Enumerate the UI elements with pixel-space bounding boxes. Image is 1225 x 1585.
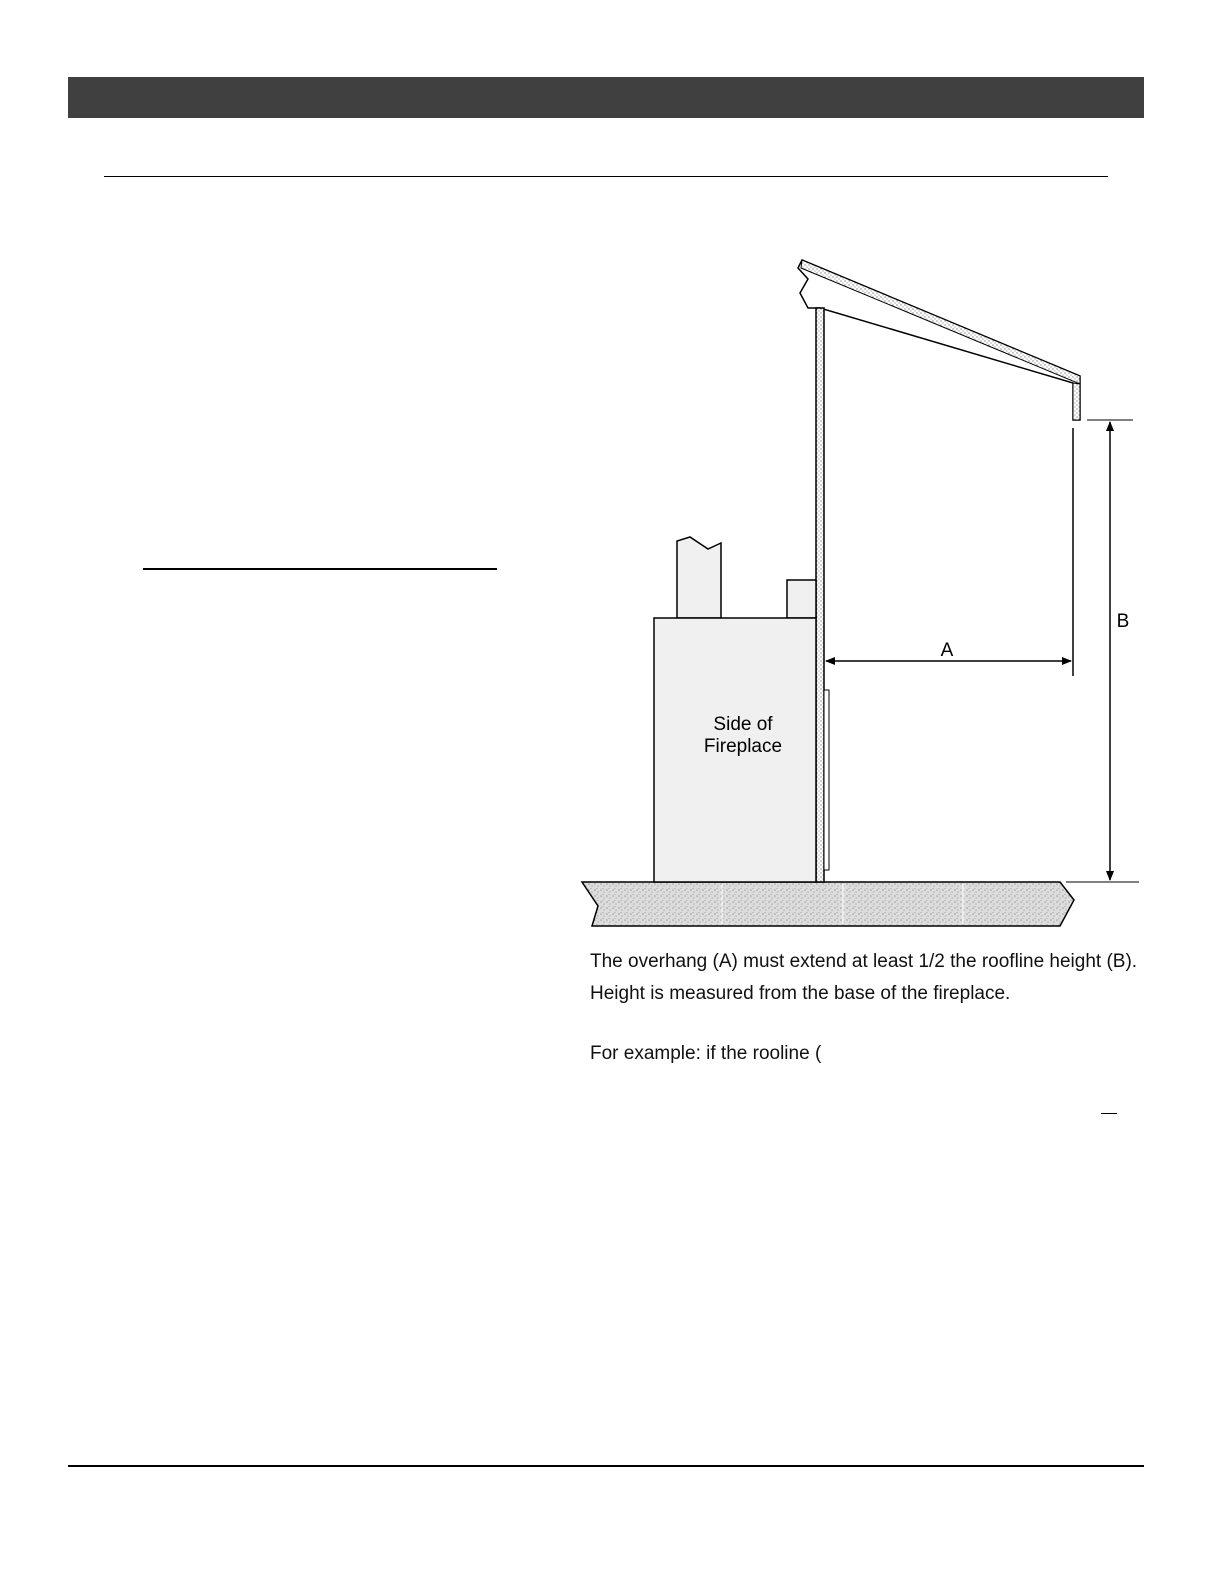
wall-trim xyxy=(824,690,829,870)
roof-sheathing xyxy=(801,260,1080,384)
diagram-caption: The overhang (A) must extend at least 1/2 the roofline height (B). Height is measured from the base of the fireplace. xyxy=(590,951,1138,1004)
example-text: For example: if the rooline ( xyxy=(590,1043,822,1064)
vent-pipe xyxy=(677,537,721,618)
exterior-wall xyxy=(816,308,824,882)
fireplace-label: Side of xyxy=(713,714,773,735)
dimension-a-label: A xyxy=(940,640,954,661)
fascia-board xyxy=(1073,383,1080,420)
fireplace-label: Fireplace xyxy=(703,736,783,757)
vent-collar xyxy=(787,580,816,618)
footer-rule xyxy=(68,1465,1144,1467)
dash-mark xyxy=(1101,1113,1117,1114)
dimension-b-label: B xyxy=(1116,611,1130,632)
ground-slab xyxy=(582,882,1074,926)
